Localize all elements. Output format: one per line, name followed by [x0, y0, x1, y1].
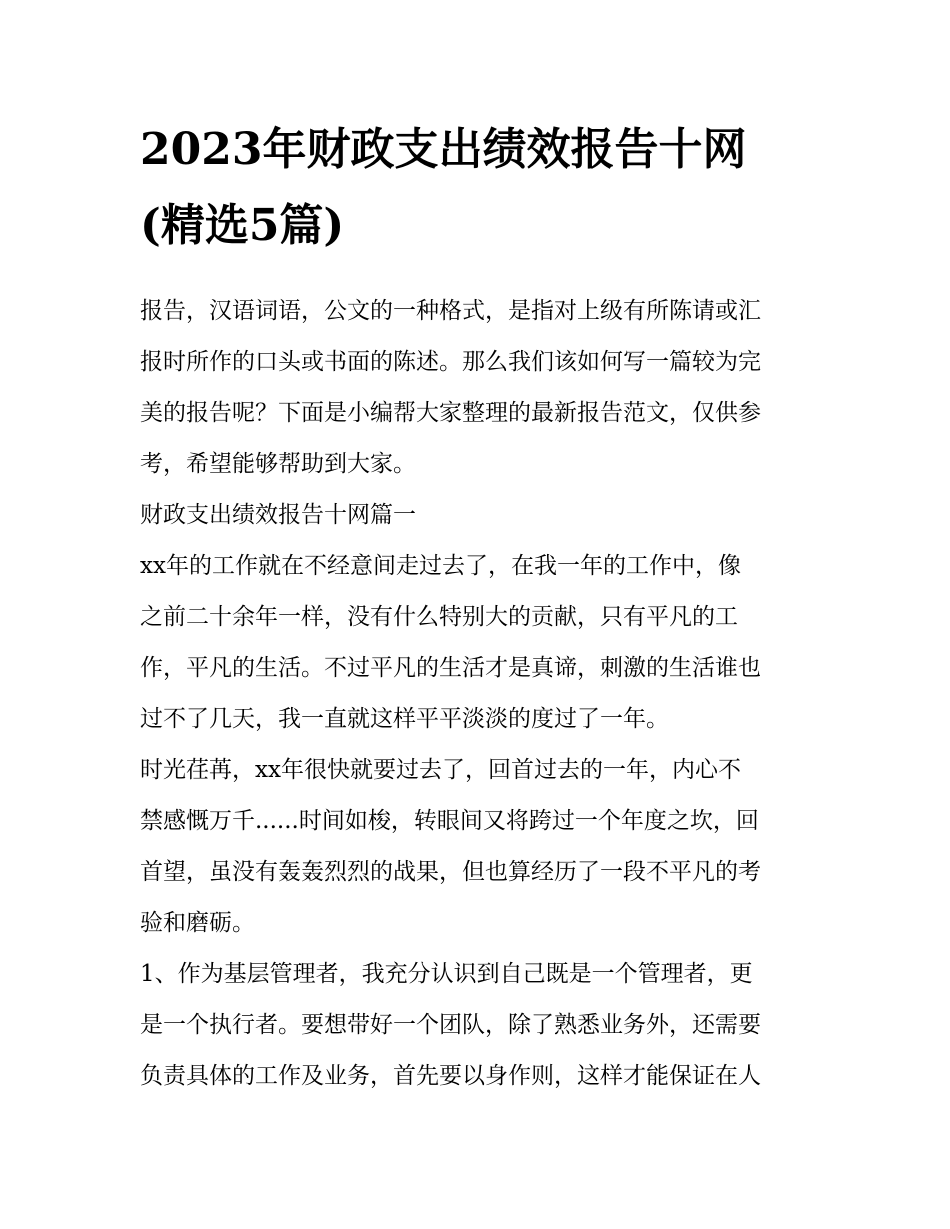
- document-body: [140, 286, 812, 1102]
- body-line-p2-2: 禁感慨万千......时间如梭，转眼间又将跨过一个年度之坎，回: [140, 808, 759, 834]
- body-line-intro-2: 报时所作的口头或书面的陈述。那么我们该如何写一篇较为完: [140, 349, 761, 375]
- body-line-p1-2: 之前二十余年一样，没有什么特别大的贡献，只有平凡的工: [140, 604, 738, 630]
- document-title: [140, 112, 812, 264]
- body-line-p3-1: 1、作为基层管理者，我充分认识到自己既是一个管理者，更: [140, 961, 753, 987]
- body-line-p2-3: 首望，虽没有轰轰烈烈的战果，但也算经历了一段不平凡的考: [140, 859, 761, 885]
- body-line-p1-4: 过不了几天，我一直就这样平平淡淡的度过了一年。: [140, 706, 669, 732]
- body-line-intro-3: 美的报告呢？下面是小编帮大家整理的最新报告范文，仅供参: [140, 400, 761, 426]
- body-line-intro-4: 考，希望能够帮助到大家。: [140, 451, 416, 477]
- body-line-p2-1: 时光荏苒，xx年很快就要过去了，回首过去的一年，内心不: [140, 757, 741, 783]
- title-line-1: 2023年财政支出绩效报告十网: [140, 124, 747, 175]
- title-line-2: (精选5篇): [140, 200, 345, 251]
- section-heading: 财政支出绩效报告十网篇一: [140, 502, 416, 528]
- body-line-p3-2: 是一个执行者。要想带好一个团队，除了熟悉业务外，还需要: [140, 1012, 761, 1038]
- body-line-p3-3: 负责具体的工作及业务，首先要以身作则，这样才能保证在人: [140, 1063, 761, 1089]
- body-line-p1-3: 作，平凡的生活。不过平凡的生活才是真谛，刺激的生活谁也: [140, 655, 761, 681]
- document-page: [140, 112, 812, 1102]
- body-line-p1-1: xx年的工作就在不经意间走过去了，在我一年的工作中，像: [140, 553, 741, 579]
- body-line-p2-4: 验和磨砺。: [140, 910, 255, 936]
- body-line-intro-1: 报告，汉语词语，公文的一种格式，是指对上级有所陈请或汇: [140, 298, 761, 324]
